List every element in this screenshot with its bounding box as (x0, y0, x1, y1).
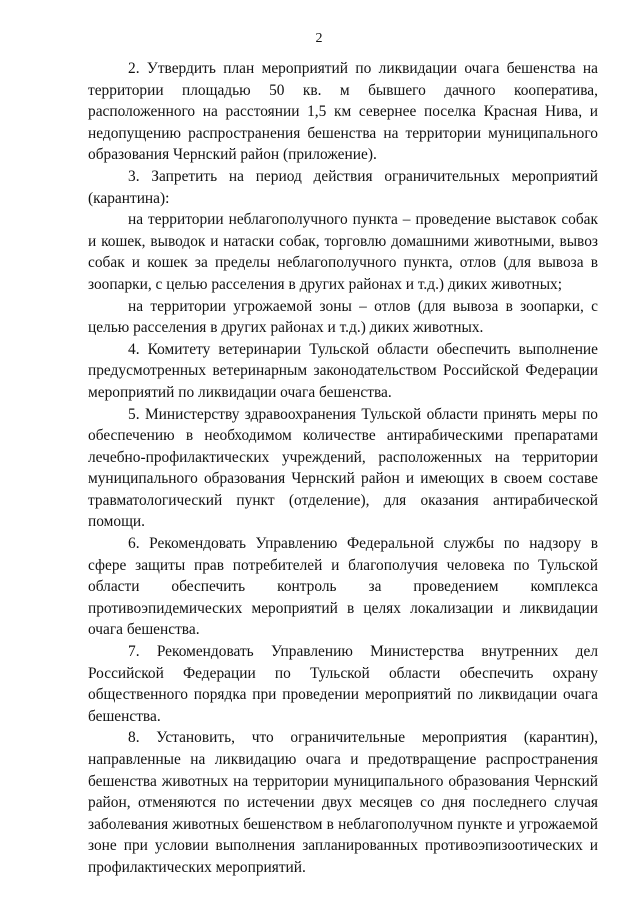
page-number: 2 (315, 31, 323, 46)
paragraph-item-8: 8. Установить, что ограничительные мероприятия (карантин), направленные на ликвидацию очага и предотвращение распространения бешенства животных на территории муниципального образования Чернский район, отменяются по истечении двух месяцев со дня последнего случая заболевания животных бешенством в неблагополучном пункте и угрожаемой зоне при условии выполнения запланированных противоэпизоотических и профилактических мероприятий. (88, 729, 598, 876)
paragraph-item-5: 5. Министерству здравоохранения Тульской области принять меры по обеспечению в необходимом количестве антирабическими препаратами лечебно-профилактических учреждений, расположенных на территории муниципального образования Чернский район и имеющих в своем составе травматологический пункт (отделение), для оказания антирабической помощи. (88, 405, 598, 531)
paragraph-item-2: 2. Утвердить план мероприятий по ликвидации очага бешенства на территории площадью 50 кв. м бывшего дачного кооператива, расположенного на расстоянии 1,5 км севернее поселка Красная Нива, и недопущению распространения бешенства на территории муниципального образования Чернский район (приложение). (88, 60, 598, 164)
document-body (88, 58, 598, 879)
paragraph-item-4: 4. Комитету ветеринарии Тульской области обеспечить выполнение предусмотренных ветеринарным законодательством Российской Федерации мероприятий по ликвидации очага бешенства. (88, 340, 598, 401)
paragraph-item-3-sub-2: на территории угрожаемой зоны – отлов (для вывоза в зоопарки, с целью расселения в других районах и т.д.) диких животных. (88, 297, 598, 337)
paragraph-item-7: 7. Рекомендовать Управлению Министерства внутренних дел Российской Федерации по Тульской области обеспечить охрану общественного порядка при проведении мероприятий по ликвидации очага бешенства. (88, 643, 598, 725)
paragraph-item-6: 6. Рекомендовать Управлению Федеральной службы по надзору в сфере защиты прав потребителей и благополучия человека по Тульской области обеспечить контроль за проведением комплекса противоэпидемических мероприятий в целях локализации и ликвидации очага бешенства. (88, 535, 598, 639)
paragraph-item-3: 3. Запретить на период действия ограничительных мероприятий (карантина): (88, 167, 598, 207)
paragraph-item-3-sub-1: на территории неблагополучного пункта – проведение выставок собак и кошек, выводок и натаски собак, торговлю домашними животными, вывоз собак и кошек за пределы неблагополучного пункта, отлов (для вывоза в зоопарки, с целью расселения в других районах и т.д.) диких животных; (88, 211, 598, 293)
